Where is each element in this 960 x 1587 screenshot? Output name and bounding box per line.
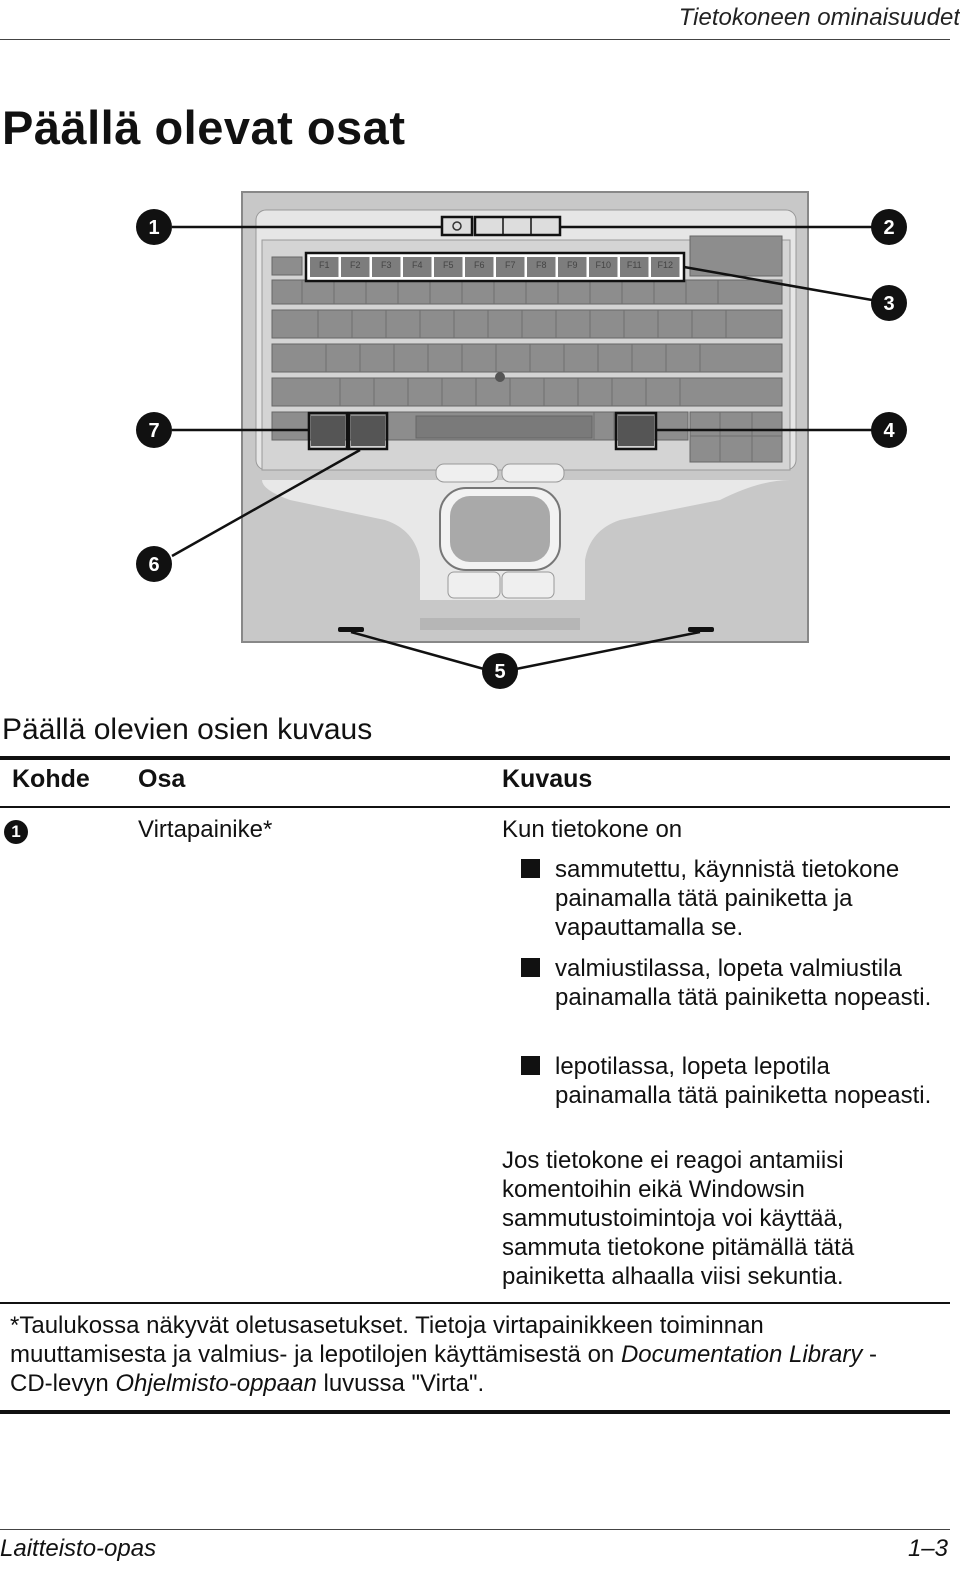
function-key-label: F12 (657, 260, 674, 270)
callout-6 (136, 546, 172, 582)
square-bullet-icon (521, 1056, 540, 1075)
launch-buttons (475, 217, 560, 235)
callout-7 (136, 412, 172, 448)
speaker-right (688, 627, 714, 632)
footer-rule (0, 1529, 950, 1530)
power-button-area (442, 217, 472, 235)
page-title: Päällä olevat osat (2, 101, 406, 154)
bullet-text: lepotilassa, lopeta lepotila painamalla tätä painiketta nopeasti. (555, 1053, 932, 1109)
callout-5 (482, 653, 518, 689)
callout-3 (871, 285, 907, 321)
function-key-label: F2 (349, 260, 361, 270)
function-key-label: F8 (535, 260, 547, 270)
footer-page-number: 1–3 (907, 1535, 948, 1562)
callout-2 (871, 209, 907, 245)
function-key-label: F6 (473, 260, 485, 270)
speaker-left (338, 627, 364, 632)
function-key-label: F5 (442, 260, 454, 270)
function-keys (306, 253, 684, 281)
function-key-label: F3 (380, 260, 392, 270)
svg-text:5: 5 (494, 661, 506, 683)
svg-text:1: 1 (148, 217, 160, 239)
column-header-part: Osa (138, 765, 186, 793)
footnote-emphasis: Ohjelmisto-oppaan (115, 1370, 317, 1397)
function-key-label: F11 (626, 260, 642, 270)
callout-1 (136, 209, 172, 245)
square-bullet-icon (521, 859, 540, 878)
function-key-label: F4 (411, 260, 423, 270)
footnote-text: -CD-levyn (10, 1341, 878, 1397)
function-key-label: F7 (504, 260, 516, 270)
footnote-text: *Taulukossa näkyvät oletusasetukset. Tietoja virtapainikkeen toiminnan muuttamisesta ja valmius- ja lepotilojen käyttämisestä on (10, 1312, 764, 1368)
column-header-item: Kohde (12, 765, 90, 793)
footnote-text: luvussa "Virta". (316, 1370, 485, 1397)
description-note: Jos tietokone ei reagoi antamiisi komentoihin eikä Windowsin sammutustoimintoja voi käyttää, sammuta tietokone pitämällä tätä painiketta alhaalla viisi sekuntia. (502, 1147, 855, 1290)
svg-text:4: 4 (883, 420, 895, 442)
svg-text:2: 2 (883, 217, 895, 239)
table-header-rule (0, 806, 950, 808)
laptop-top-figure (0, 180, 950, 700)
header-rule (0, 39, 950, 40)
part-name: Virtapainike* (138, 816, 273, 843)
item-number-marker: 1 (4, 820, 28, 844)
table-bottom-rule (0, 1302, 950, 1304)
table-footnote (10, 1311, 910, 1398)
svg-text:6: 6 (148, 554, 160, 576)
function-key-label: F9 (566, 260, 578, 270)
running-header: Tietokoneen ominaisuudet (678, 4, 960, 31)
callout-4 (871, 412, 907, 448)
svg-text:3: 3 (883, 293, 895, 315)
svg-text:7: 7 (148, 420, 160, 442)
footer-manual-title: Laitteisto-opas (0, 1535, 157, 1562)
bullet-text: sammutettu, käynnistä tietokone painamalla tätä painiketta ja vapauttamalla se. (555, 856, 900, 941)
square-bullet-icon (521, 958, 540, 977)
footnote-bottom-rule (0, 1410, 950, 1414)
bullet-text: valmiustilassa, lopeta valmiustila painamalla tätä painiketta nopeasti. (555, 955, 932, 1011)
pointing-stick (495, 372, 505, 382)
section-title: Päällä olevien osien kuvaus (2, 713, 373, 746)
function-key-label: F1 (318, 260, 330, 270)
footnote-emphasis: Documentation Library (620, 1341, 863, 1368)
table-top-rule (0, 756, 950, 760)
column-header-description: Kuvaus (502, 765, 593, 793)
description-intro: Kun tietokone on (502, 816, 683, 843)
function-key-label: F10 (595, 260, 612, 270)
